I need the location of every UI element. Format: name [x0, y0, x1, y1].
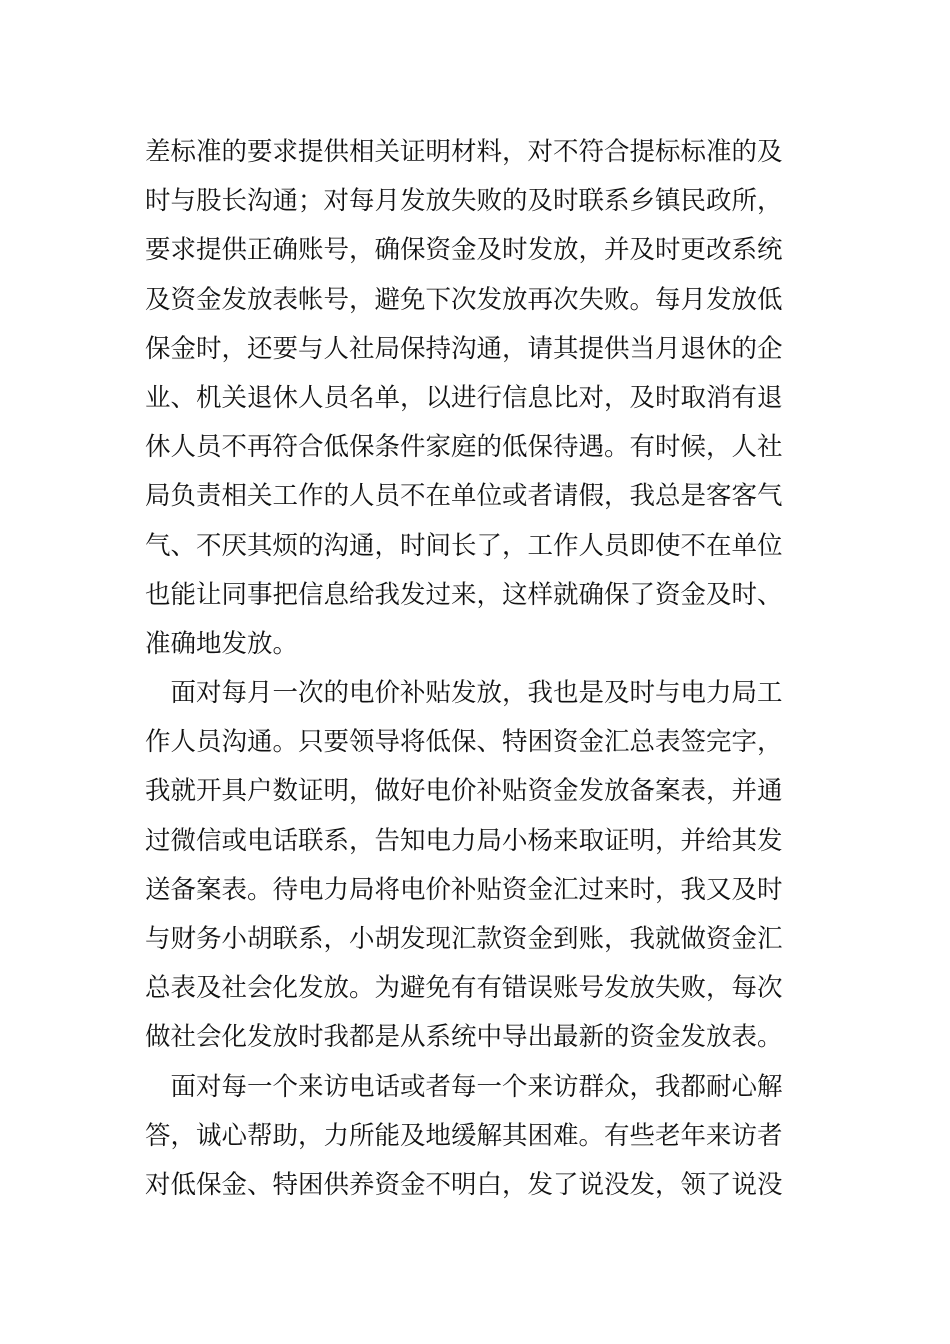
text-line: 面对每一个来访电话或者每一个来访群众，我都耐心解 [145, 1071, 783, 1102]
text-line: 做社会化发放时我都是从系统中导出最新的资金发放表。 [145, 1022, 783, 1053]
document-body [145, 128, 810, 1210]
text-line: 总表及社会化发放。为避免有有错误账号发放失败，每次 [145, 973, 783, 1004]
text-line: 时与股长沟通；对每月发放失败的及时联系乡镇民政所， [145, 186, 783, 217]
text-line: 与财务小胡联系，小胡发现汇款资金到账，我就做资金汇 [145, 924, 783, 954]
text-line: 业、机关退休人员名单，以进行信息比对，及时取消有退 [145, 382, 783, 413]
text-line: 我就开具户数证明，做好电价补贴资金发放备案表，并通 [145, 776, 783, 807]
text-line: 及资金发放表帐号，避免下次发放再次失败。每月发放低 [145, 284, 783, 315]
text-line: 过微信或电话联系，告知电力局小杨来取证明，并给其发 [145, 825, 783, 856]
text-line: 送备案表。待电力局将电价补贴资金汇过来时，我又及时 [145, 874, 783, 905]
text-line: 也能让同事把信息给我发过来，这样就确保了资金及时、 [145, 579, 783, 610]
text-line: 准确地发放。 [145, 628, 299, 659]
text-line: 气、不厌其烦的沟通，时间长了，工作人员即使不在单位 [145, 530, 783, 561]
text-line: 面对每月一次的电价补贴发放，我也是及时与电力局工 [145, 678, 783, 709]
text-line: 休人员不再符合低保条件家庭的低保待遇。有时候，人社 [145, 432, 783, 463]
text-line: 差标准的要求提供相关证明材料，对不符合提标标准的及 [145, 137, 783, 167]
text-line: 局负责相关工作的人员不在单位或者请假，我总是客客气 [145, 481, 783, 512]
text-line: 保金时，还要与人社局保持沟通，请其提供当月退休的企 [145, 333, 783, 364]
text-line: 要求提供正确账号，确保资金及时发放，并及时更改系统 [145, 235, 783, 266]
text-line: 答，诚心帮助，力所能及地缓解其困难。有些老年来访者 [145, 1120, 783, 1151]
text-line: 对低保金、特困供养资金不明白，发了说没发，领了说没 [145, 1169, 783, 1200]
text-line: 作人员沟通。只要领导将低保、特困资金汇总表签完字， [145, 727, 783, 758]
